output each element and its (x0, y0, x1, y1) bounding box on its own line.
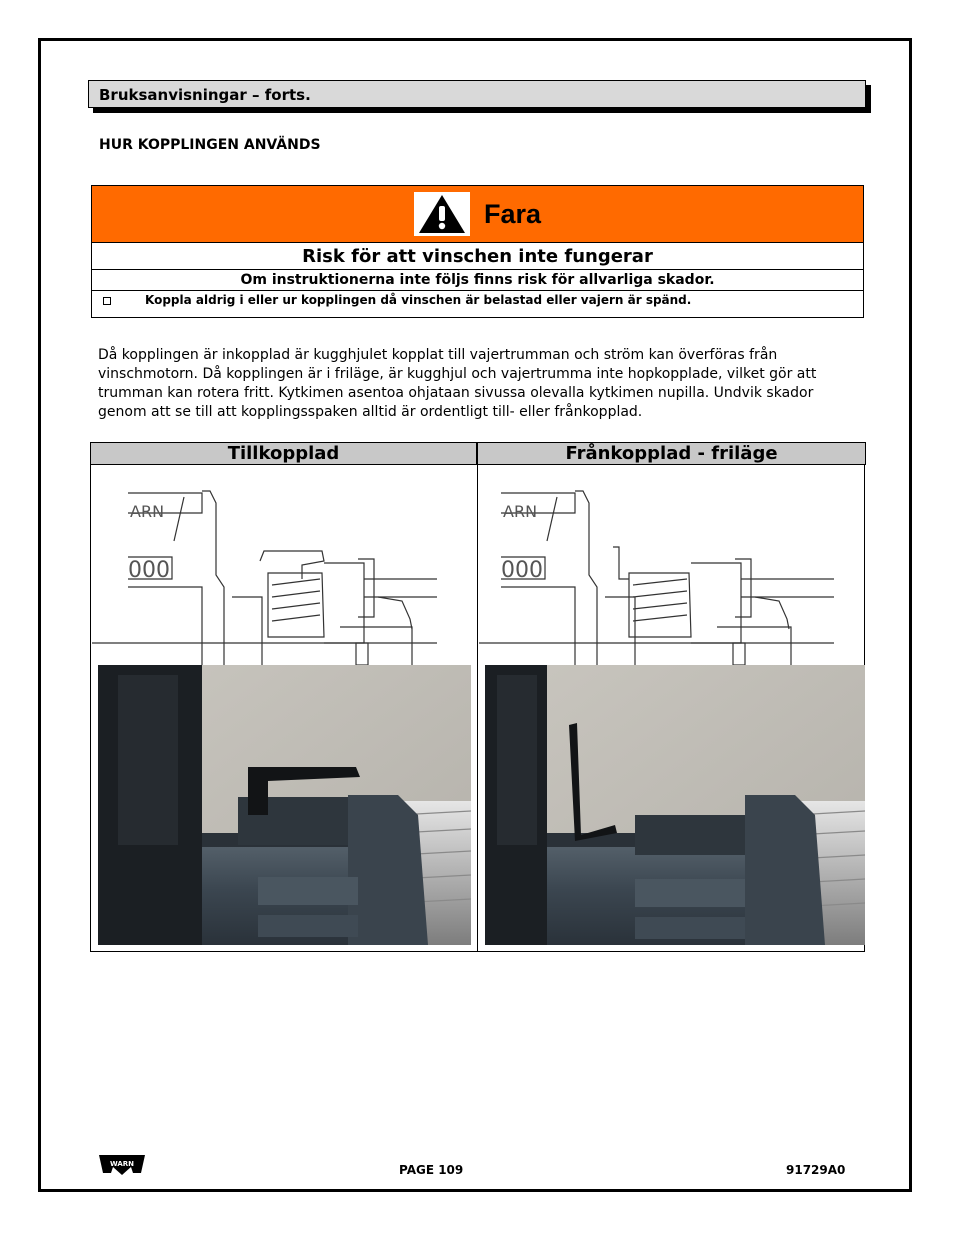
subheading: HUR KOPPLINGEN ANVÄNDS (99, 137, 321, 153)
engaged-column-header: Tillkopplad (90, 442, 477, 465)
disengaged-line-drawing (479, 467, 864, 665)
instruction-item (92, 291, 863, 319)
section-header (88, 80, 866, 108)
hazard-statement: Risk för att vinschen inte fungerar (92, 243, 863, 270)
document-code: 91729A0 (786, 1163, 846, 1177)
danger-box (91, 185, 864, 318)
warn-logo-text: WARN (109, 1160, 135, 1168)
engaged-line-drawing (92, 467, 477, 665)
engaged-drawing-model-text: 000 (128, 558, 170, 583)
body-paragraph: Då kopplingen är inkopplad är kugghjulet kopplat till vajertrumman och ström kan överföras från vinschmotorn. Då kopplingen är i friläge, är kugghjul och vajertrumma inte hopkopplade, vilket gör att trumman kan rotera fritt. Kytkimen asentoa ohjataan sivussa olevalla kytkimen nupilla. Undvik skador genom att se till att kopplingsspaken alltid är ordentligt till- eller frånkopplad. (98, 347, 817, 420)
instruction-text: Koppla aldrig i eller ur kopplingen då vinschen är belastad eller vajern är spänd. (145, 293, 692, 307)
disengaged-drawing-logo-text: ARN (503, 502, 538, 521)
consequence-statement: Om instruktionerna inte följs finns risk för allvarliga skador. (92, 270, 863, 291)
signal-word: Fara (483, 198, 542, 229)
warn-logo (97, 1153, 147, 1177)
warning-triangle-icon (414, 192, 470, 236)
section-title: Bruksanvisningar – forts. (99, 86, 311, 104)
disengaged-drawing-model-text: 000 (501, 558, 543, 583)
disengaged-photo (485, 665, 865, 945)
engaged-drawing-logo-text: ARN (130, 502, 165, 521)
page-number: PAGE 109 (399, 1163, 464, 1177)
checkbox-bullet-icon (103, 297, 111, 305)
clutch-comparison-table (90, 442, 866, 952)
engaged-photo (98, 665, 471, 945)
comparison-body (90, 465, 865, 952)
disengaged-column-header: Frånkopplad - friläge (477, 442, 866, 465)
danger-header (92, 186, 863, 243)
column-divider (477, 465, 478, 952)
